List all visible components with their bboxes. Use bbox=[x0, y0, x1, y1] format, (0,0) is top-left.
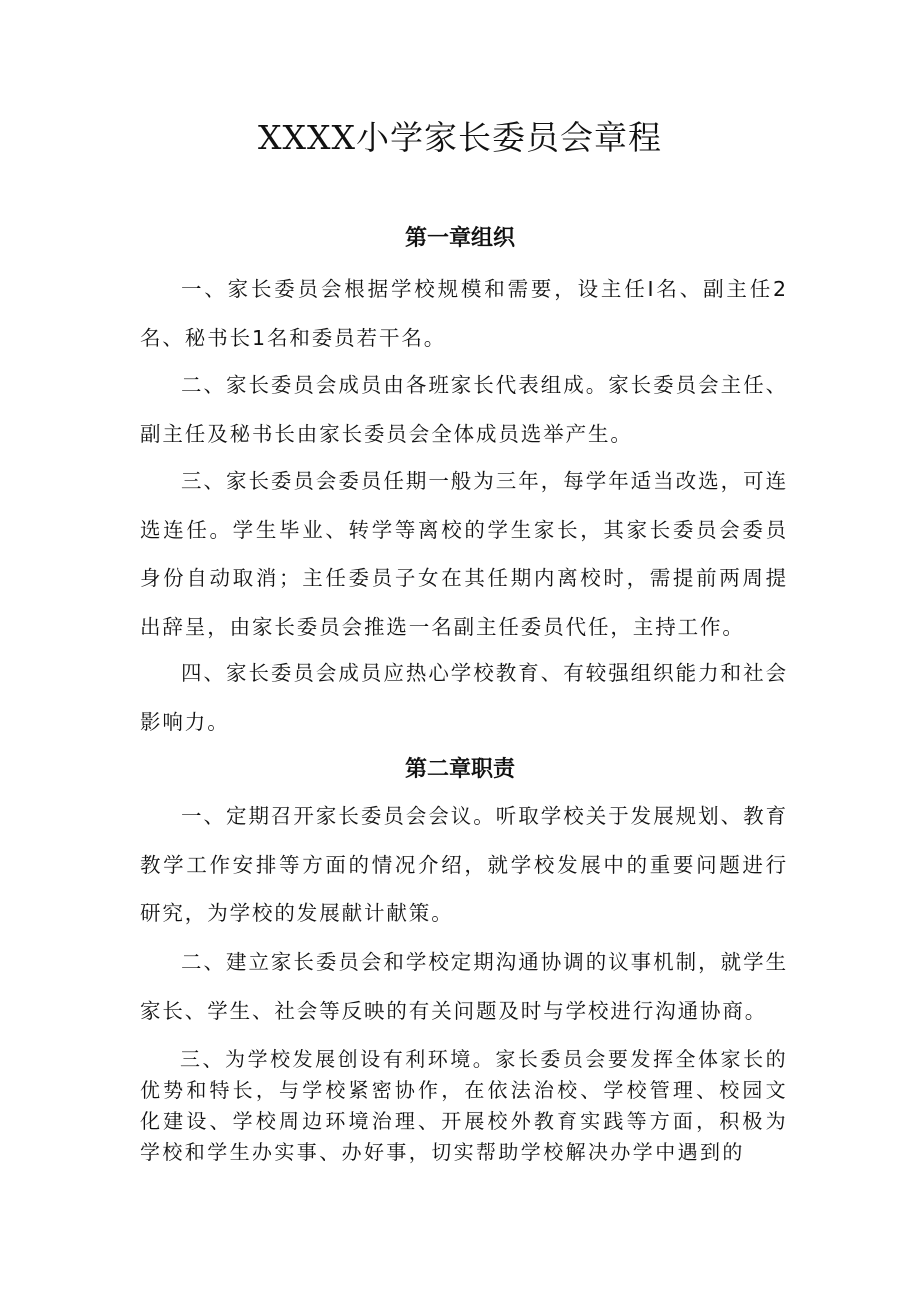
paragraph-1-4: 四、家长委员会成员应热心学校教育、有较强组织能力和社会影响力。 bbox=[140, 661, 788, 734]
chapter-heading-2: 第二章职责 bbox=[404, 757, 515, 782]
document-title: XXXX小学家长委员会章程 bbox=[258, 118, 662, 157]
paragraph-1-1: 一、家长委员会根据学校规模和需要，设主任I名、副主任2名、秘书长1名和委员若干名。 bbox=[140, 277, 788, 350]
paragraph-2-3: 三、为学校发展创设有利环境。家长委员会要发挥全体家长的优势和特长，与学校紧密协作，在依法治校、学校管理、校园文化建设、学校周边环境治理、开展校外教育实践等方面，积极为学校和学生办实事、办好事，切实帮助学校解决办学中遇到的 bbox=[140, 1047, 788, 1164]
chapter-heading-1: 第一章组织 bbox=[404, 226, 515, 251]
paragraph-2-1: 一、定期召开家长委员会会议。听取学校关于发展规划、教育教学工作安排等方面的情况介绍，就学校发展中的重要问题进行研究，为学校的发展献计献策。 bbox=[140, 804, 788, 926]
paragraph-1-2: 二、家长委员会成员由各班家长代表组成。家长委员会主任、副主任及秘书长由家长委员会全体成员选举产生。 bbox=[140, 373, 788, 446]
paragraph-2-2: 二、建立家长委员会和学校定期沟通协调的议事机制，就学生家长、学生、社会等反映的有关问题及时与学校进行沟通协商。 bbox=[140, 950, 788, 1023]
paragraph-1-3: 三、家长委员会委员任期一般为三年，每学年适当改选，可连选连任。学生毕业、转学等离校的学生家长，其家长委员会委员身份自动取消；主任委员子女在其任期内离校时，需提前两周提出辞呈，由家长委员会推选一名副主任委员代任，主持工作。 bbox=[140, 469, 788, 639]
